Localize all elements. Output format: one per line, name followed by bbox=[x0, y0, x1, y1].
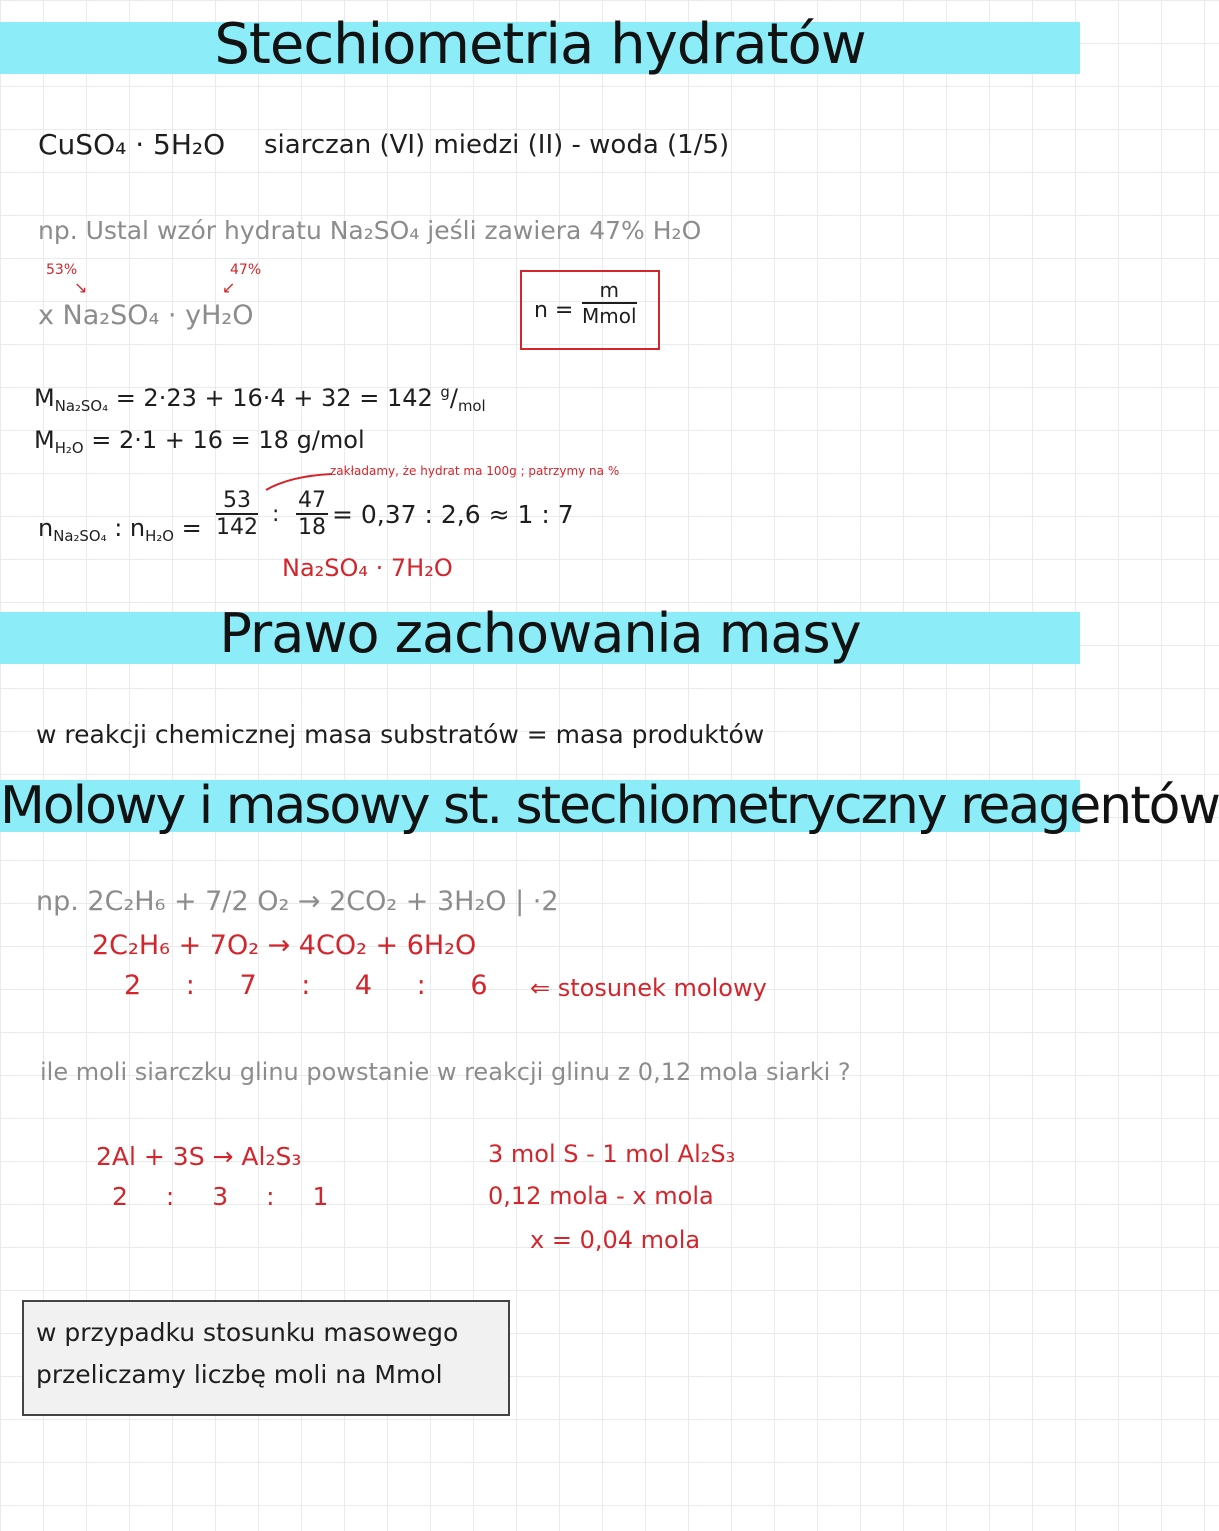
aluminium-sulfide-ratio: 2 : 3 : 1 bbox=[112, 1182, 329, 1211]
hydrate-formula: CuSO₄ · 5H₂O bbox=[38, 128, 226, 161]
section-title-mass-conservation: Prawo zachowania masy bbox=[219, 602, 861, 665]
mole-formula-lhs: n = bbox=[534, 298, 574, 323]
section-title-hydrates: Stechiometria hydratów bbox=[214, 12, 866, 77]
hydrate-answer: Na₂SO₄ · 7H₂O bbox=[282, 554, 453, 582]
fraction-numerator: 53 bbox=[216, 488, 258, 515]
percent-na2so4: 53% bbox=[46, 262, 78, 278]
arrow-down-icon: ↘ bbox=[74, 278, 88, 297]
unit-denominator: mol bbox=[457, 397, 486, 416]
mass-ratio-note-line-2: przeliczamy liczbę moli na Mmol bbox=[36, 1360, 443, 1389]
molar-mass-expression: = 2·23 + 16·4 + 32 = 142 bbox=[115, 384, 433, 412]
hydrate-name: siarczan (VI) miedzi (II) - woda (1/5) bbox=[264, 130, 730, 160]
question-text: ile moli siarczku glinu powstanie w reakcji glinu z 0,12 mola siarki ? bbox=[40, 1058, 851, 1086]
mole-symbol: n bbox=[129, 514, 146, 542]
percent-h2o: 47% bbox=[230, 262, 262, 278]
molar-mass-symbol: M bbox=[34, 426, 55, 454]
molar-ratio: 2 : 7 : 4 : 6 bbox=[124, 970, 488, 1001]
proportion-result: x = 0,04 mola bbox=[530, 1226, 701, 1254]
molar-mass-expression: = 2·1 + 16 = 18 g/mol bbox=[91, 426, 365, 454]
hydrate-general-formula: x Na₂SO₄ · yH₂O bbox=[38, 300, 254, 331]
mole-subscript: Na₂SO₄ bbox=[53, 527, 107, 546]
fraction-denominator: Mmol bbox=[582, 304, 637, 328]
mass-ratio-note-line-1: w przypadku stosunku masowego bbox=[36, 1318, 459, 1347]
proportion-line-1: 3 mol S - 1 mol Al₂S₃ bbox=[488, 1140, 736, 1168]
molar-mass-subscript: Na₂SO₄ bbox=[54, 397, 109, 416]
aluminium-sulfide-reaction: 2Al + 3S → Al₂S₃ bbox=[96, 1142, 302, 1171]
ratio-result: = 0,37 : 2,6 ≈ 1 : 7 bbox=[332, 500, 574, 529]
equation-example-1: np. 2C₂H₆ + 7/2 O₂ → 2CO₂ + 3H₂O | ·2 bbox=[36, 886, 559, 917]
fraction-numerator: 47 bbox=[298, 488, 326, 513]
assumption-note: zakładamy, że hydrat ma 100g ; patrzymy na % bbox=[330, 464, 620, 478]
molar-mass-na2so4: $M_{Na_2SO_4} = 2\cdot 23 + 16\cdot 4 + 32 = 142$ $^g/_{mol}$ bbox=[34, 383, 486, 416]
ratio-lhs bbox=[38, 514, 202, 546]
unit-numerator: g bbox=[440, 383, 450, 401]
molar-ratio-label: ⇐ stosunek molowy bbox=[530, 974, 767, 1002]
fraction-na2so4 bbox=[216, 488, 258, 540]
molar-mass-h2o bbox=[34, 426, 365, 458]
section-title-stoichiometric-ratio: Molowy i masowy st. stechiometryczny reagentów bbox=[0, 776, 1219, 836]
equation-example-2: 2C₂H₆ + 7O₂ → 4CO₂ + 6H₂O bbox=[92, 930, 477, 961]
fraction-h2o bbox=[296, 488, 328, 540]
molar-mass-subscript: H₂O bbox=[54, 439, 84, 458]
mole-subscript: H₂O bbox=[145, 527, 174, 546]
fraction-denominator: 18 bbox=[298, 515, 326, 540]
ratio-colon: : bbox=[114, 514, 123, 542]
example-prompt: np. Ustal wzór hydratu Na₂SO₄ jeśli zawiera 47% H₂O bbox=[38, 216, 702, 245]
arrow-down-icon: ↙ bbox=[222, 278, 236, 297]
ratio-equals: = bbox=[181, 514, 202, 542]
fraction-colon: : bbox=[272, 502, 280, 527]
proportion-line-2: 0,12 mola - x mola bbox=[488, 1182, 714, 1210]
mass-conservation-statement: w reakcji chemicznej masa substratów = masa produktów bbox=[36, 720, 765, 749]
molar-mass-symbol: M bbox=[34, 384, 55, 412]
mole-formula-fraction bbox=[582, 278, 637, 328]
fraction-denominator: 142 bbox=[216, 515, 258, 540]
fraction-numerator: m bbox=[582, 278, 637, 304]
mole-symbol: n bbox=[38, 514, 54, 542]
